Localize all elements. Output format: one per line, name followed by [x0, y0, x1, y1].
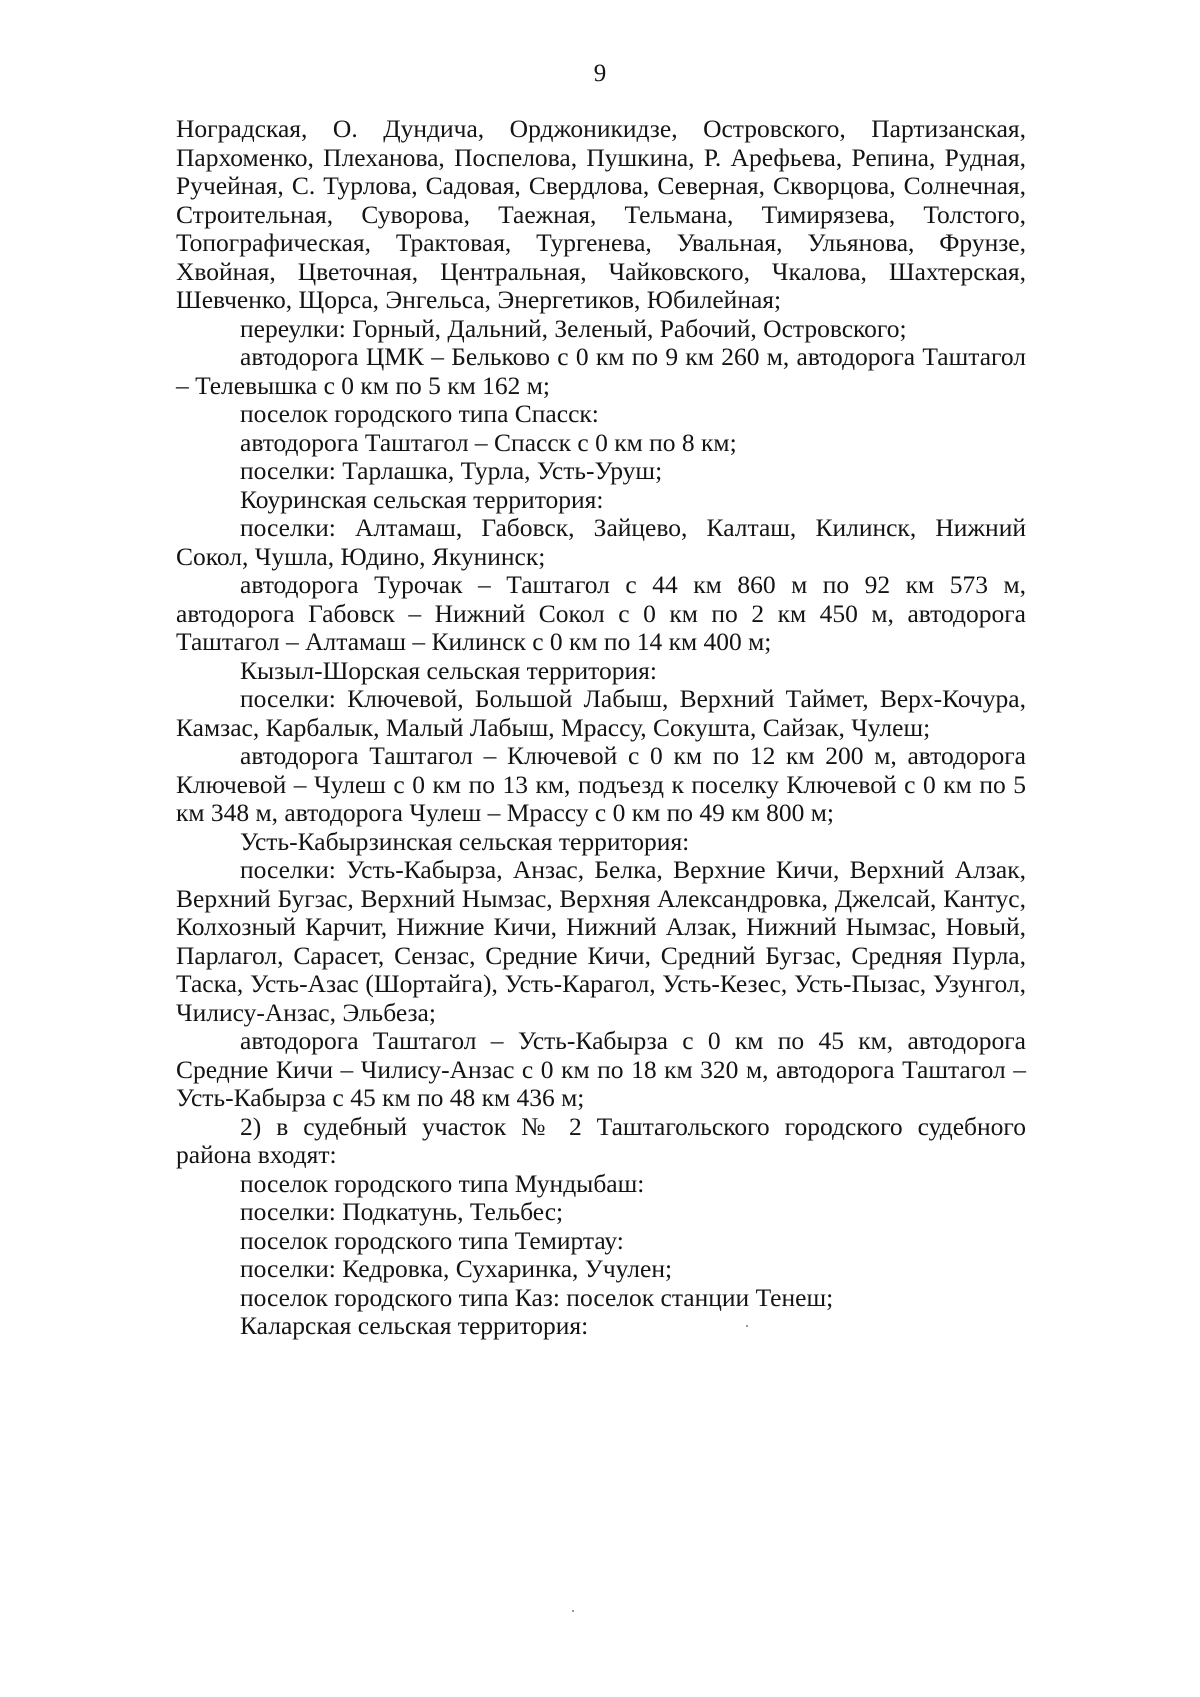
temirtau-settlements-paragraph: поселки: Кедровка, Сухаринка, Учулен; [240, 1254, 673, 1283]
kyzyl-shorskaya-heading: Кызыл-Шорская сельская территория: [240, 655, 657, 685]
spassk-settlements-paragraph: поселки: Тарлашка, Турла, Усть-Уруш; [240, 456, 663, 485]
ust-kabyrzinskaya-settlements-paragraph: поселки: Усть-Кабырза, Анзас, Белка, Верхние Кичи, Верхний Алзак, Верхний Бугзас, Верхний Нымзас, Верхняя Александровка, Джелсай, Кантус, Колхозный Карчит, Нижние Кичи, Нижний Алзак, Нижний Нымзас, Новый, Парлагол, Сарасет, Сензас, Средние Кичи, Средний Бугзас, Средняя Пурла, Таска, Усть-Азас (Шортайга), Усть-Карагол, Усть-Кезес, Усть-Пызас, Узунгол, Чилису-Анзас, Эльбеза; [176, 855, 1026, 1027]
ust-kabyrzinskaya-heading: Усть-Кабырзинская сельская территория: [240, 826, 690, 856]
highway-tsmk-paragraph: автодорога ЦМК – Бельково с 0 км по 9 км 260 м, автодорога Таштагол – Телевышка с 0 км по 5 км 162 м; [176, 342, 1026, 400]
kyzyl-shorskaya-highways-paragraph: автодорога Таштагол – Ключевой с 0 км по 12 км 200 м, автодорога Ключевой – Чулеш с 0 км по 13 км, подъезд к поселку Ключевой с 0 км по 5 км 348 м, автодорога Чулеш – Мрассу с 0 км по 49 км 800 м; [176, 741, 1026, 827]
kaz-paragraph: поселок городского типа Каз: поселок станции Тенеш; [240, 1282, 834, 1312]
kourinskaya-highways-paragraph: автодорога Турочак – Таштагол с 44 км 860 м по 92 км 573 м, автодорога Габовск – Нижний Сокол с 0 км по 2 км 450 м, автодорога Таштагол – Алтамаш – Килинск с 0 км по 14 км 400 м; [176, 570, 1026, 656]
mundybash-heading: поселок городского типа Мундыбаш: [240, 1168, 645, 1198]
streets-list-paragraph: Ноградская, О. Дундича, Орджоникидзе, Островского, Партизанская, Пархоменко, Плеханова, Поспелова, Пушкина, Р. Арефьева, Репина, Рудная, Ручейная, С. Турлова, Садовая, Свердлова, Северная, Скворцова, Солнечная, Строительная, Суворова, Таежная, Тельмана, Тимирязева, Толстого, Топографическая, Трактовая, Тургенева, Увальная, Ульянова, Фрунзе, Хвойная, Цветочная, Центральная, Чайковского, Чкалова, Шахтерская, Шевченко, Щорса, Энгельса, Энергетиков, Юбилейная; [176, 114, 1026, 314]
scan-speck [572, 1610, 574, 1612]
ust-kabyrzinskaya-highways-paragraph: автодорога Таштагол – Усть-Кабырза с 0 км по 45 км, автодорога Средние Кичи – Чилису-Анзас с 0 км по 18 км 320 м, автодорога Таштагол – Усть-Кабырза с 45 км по 48 км 436 м; [176, 1026, 1026, 1112]
kourinskaya-heading: Коуринская сельская территория: [240, 484, 604, 514]
kyzyl-shorskaya-settlements-paragraph: поселки: Ключевой, Большой Лабыш, Верхний Таймет, Верх-Кочура, Камзас, Карбалык, Малый Лабыш, Мрассу, Сокушта, Сайзак, Чулеш; [176, 684, 1026, 742]
kourinskaya-settlements-paragraph: поселки: Алтамаш, Габовск, Зайцево, Калташ, Килинск, Нижний Сокол, Чушла, Юдино, Якунинск; [176, 513, 1026, 571]
spassk-heading: поселок городского типа Спасск: [240, 399, 599, 428]
kalarskaya-heading: Каларская сельская территория: [240, 1311, 589, 1340]
document-body [176, 115, 1026, 1341]
page-number: 9 [593, 60, 607, 87]
temirtau-heading: поселок городского типа Темиртау: [240, 1225, 624, 1255]
lanes-paragraph: переулки: Горный, Дальний, Зеленый, Рабочий, Островского; [240, 313, 907, 343]
mundybash-settlements-paragraph: поселки: Подкатунь, Тельбес; [240, 1197, 564, 1226]
spassk-highway-paragraph: автодорога Таштагол – Спасск с 0 км по 8 км; [240, 427, 737, 457]
scan-speck [746, 1325, 748, 1327]
court-district-2-paragraph: 2) в судебный участок № 2 Таштагольского городского судебного района входят: [176, 1111, 1026, 1169]
